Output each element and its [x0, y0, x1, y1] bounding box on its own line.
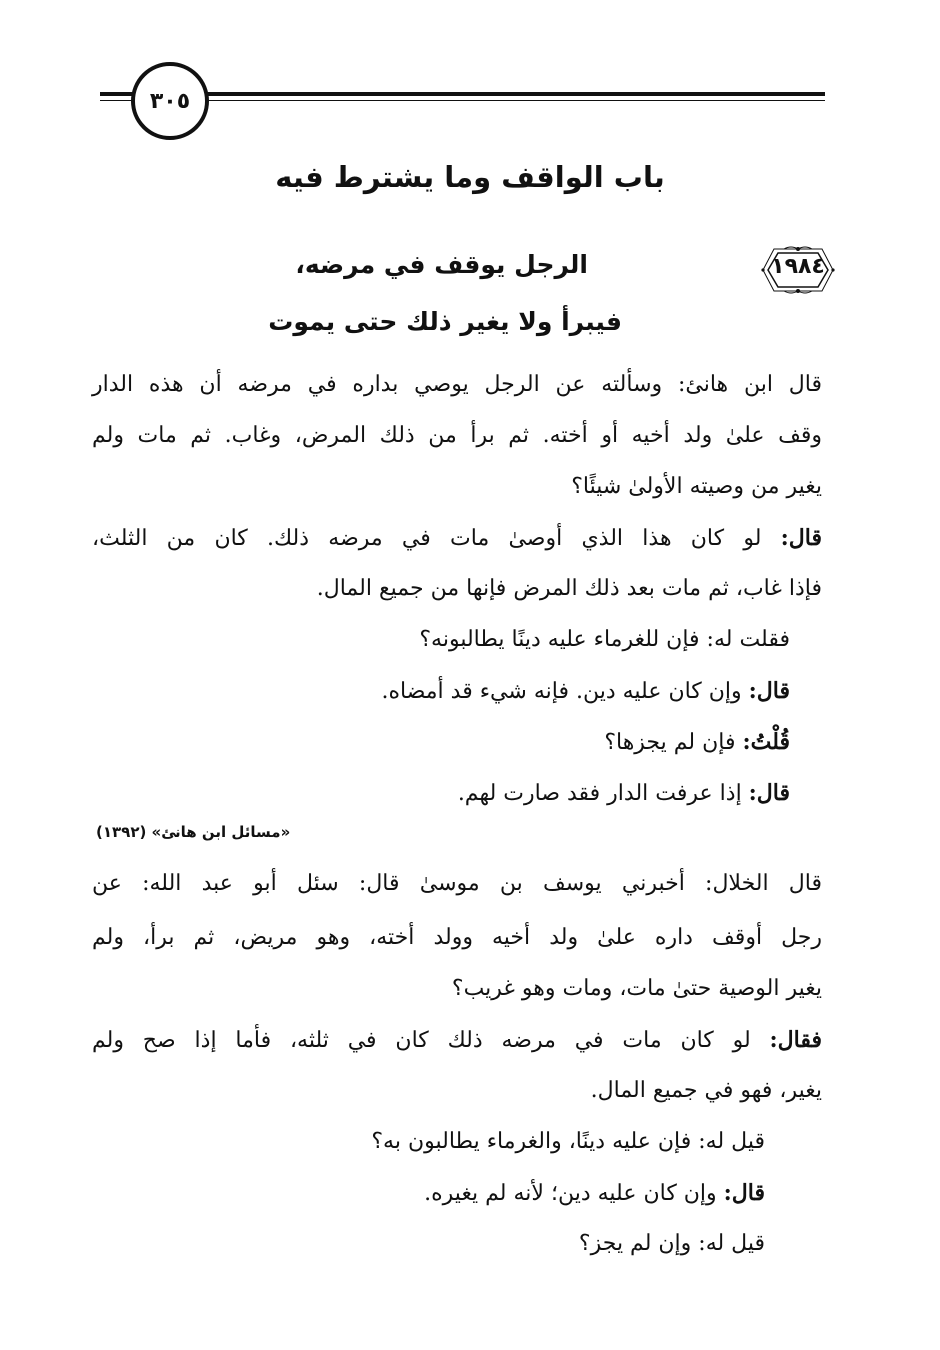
paragraph-line — [92, 1024, 822, 1057]
speaker-label: قال: — [748, 678, 790, 704]
line-text: وإن كان عليه دين. فإنه شيء قد أمضاه. — [381, 679, 749, 704]
dialogue-line — [458, 777, 790, 810]
dialogue-line — [381, 675, 790, 708]
issue-number-badge — [760, 245, 836, 295]
paragraph-line: قال ابن هانئ: وسألته عن الرجل يوصي بداره في مرضه أن هذه الدار — [92, 372, 822, 397]
page-number-text: ٣٠٥ — [149, 88, 191, 114]
paragraph-line: وقف علىٰ ولد أخيه أو أخته. ثم برأ من ذلك المرض، وغاب. ثم مات ولم — [92, 423, 822, 448]
line-text: لو كان هذا الذي أوصىٰ مات في مرضه ذلك. كان من الثلث، — [92, 526, 781, 551]
header-rule — [100, 92, 825, 96]
dialogue-line: قيل له: فإن عليه دينًا، والغرماء يطالبون به؟ — [371, 1129, 765, 1154]
paragraph-line: فإذا غاب، ثم مات بعد ذلك المرض فإنها من جميع المال. — [316, 576, 822, 601]
dialogue-line — [604, 726, 790, 759]
issue-title-line2: فيبرأ ولا يغير ذلك حتى يموت — [268, 307, 622, 336]
paragraph-line: قال الخلال: أخبرني يوسف بن موسىٰ قال: سئل أبو عبد الله: عن — [92, 871, 823, 896]
issue-title-line1: الرجل يوقف في مرضه، — [295, 250, 588, 279]
source-citation: «مسائل ابن هانئ» (١٣٩٢) — [96, 823, 291, 841]
issue-number: ١٩٨٤ — [771, 254, 825, 279]
paragraph-line: رجل أوقف داره علىٰ ولد أخيه وولد أخته، وهو مريض، ثم برأ، ولم — [92, 925, 822, 950]
chapter-title: باب الواقف وما يشترط فيه — [275, 160, 665, 194]
line-text: إذا عرفت الدار فقد صارت لهم. — [457, 781, 749, 806]
paragraph-line — [92, 522, 822, 555]
speaker-label: قال: — [723, 1180, 765, 1206]
line-text: فإن لم يجزها؟ — [604, 730, 743, 755]
paragraph-line: يغير من وصيته الأولىٰ شيئًا؟ — [571, 474, 822, 499]
dialogue-line: قيل له: وإن لم يجز؟ — [578, 1231, 765, 1256]
paragraph-line: يغير الوصية حتىٰ مات، ومات وهو غريب؟ — [451, 976, 822, 1001]
page-number — [131, 62, 209, 140]
dialogue-line — [424, 1177, 765, 1210]
speaker-label: قال: — [780, 525, 822, 551]
speaker-label: فقال: — [769, 1027, 822, 1053]
line-text: وإن كان عليه دين؛ لأنه لم يغيره. — [424, 1181, 724, 1206]
speaker-label: قال: — [748, 780, 790, 806]
speaker-label: قُلْتُ: — [742, 729, 790, 755]
dialogue-line: فقلت له: فإن للغرماء عليه دينًا يطالبونه؟ — [419, 627, 790, 652]
paragraph-line: يغير، فهو في جميع المال. — [590, 1078, 822, 1103]
line-text: لو كان مات في مرضه ذلك كان في ثلثه، فأما إذا صح ولم — [92, 1028, 770, 1053]
